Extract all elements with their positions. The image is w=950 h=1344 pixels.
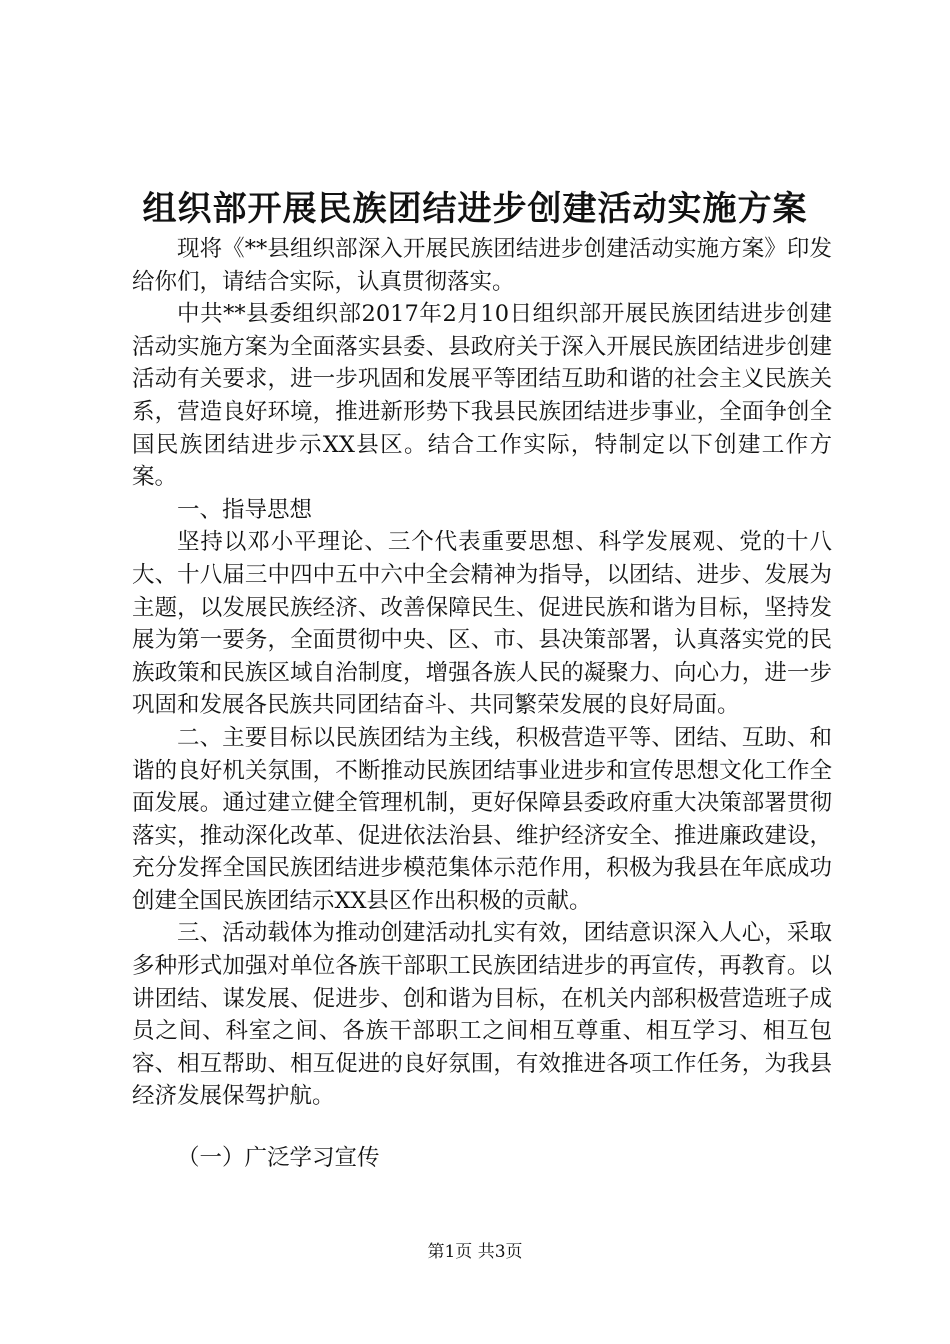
paragraph-intro: 中共**县委组织部2017年2月10日组织部开展民族团结进步创建活动实施方案为全面落实县委、县政府关于深入开展民族团结进步创建活动有关要求，进一步巩固和发展平等团结互助和谐的社会主义民族关系，营造良好环境，推进新形势下我县民族团结进步事业，全面争创全国民族团结进步示XX县区。结合工作实际，特制定以下创建工作方案。: [132, 301, 832, 491]
paragraph-activity-carrier: 三、活动载体为推动创建活动扎实有效，团结意识深入人心，采取多种形式加强对单位各族干部职工民族团结进步的再宣传，再教育。以讲团结、谋发展、促进步、创和谐为目标，在机关内部积极营造班子成员之间、科室之间、各族干部职工之间相互尊重、相互学习、相互包容、相互帮助、相互促进的良好氛围，有效推进各项工作任务，为我县经济发展保驾护航。: [132, 920, 832, 1110]
page-footer: 第1页 共3页: [427, 1242, 523, 1262]
heading-guiding-ideology: 一、指导思想: [177, 496, 313, 523]
document-title: 组织部开展民族团结进步创建活动实施方案: [142, 189, 808, 229]
heading-study-publicity: （一）广泛学习宣传: [177, 1145, 380, 1172]
paragraph-notice: 现将《**县组织部深入开展民族团结进步创建活动实施方案》印发给你们，请结合实际，认真贯彻落实。: [132, 236, 832, 295]
paragraph-main-goals: 二、主要目标以民族团结为主线，积极营造平等、团结、互助、和谐的良好机关氛围，不断推动民族团结事业进步和宣传思想文化工作全面发展。通过建立健全管理机制，更好保障县委政府重大决策部署贯彻落实，推动深化改革、促进依法治县、维护经济安全、推进廉政建设，充分发挥全国民族团结进步模范集体示范作用，积极为我县在年底成功创建全国民族团结示XX县区作出积极的贡献。: [132, 724, 832, 914]
paragraph-guiding-ideology: 坚持以邓小平理论、三个代表重要思想、科学发展观、党的十八大、十八届三中四中五中六中全会精神为指导，以团结、进步、发展为主题，以发展民族经济、改善保障民生、促进民族和谐为目标，坚持发展为第一要务，全面贯彻中央、区、市、县决策部署，认真落实党的民族政策和民族区域自治制度，增强各族人民的凝聚力、向心力，进一步巩固和发展各民族共同团结奋斗、共同繁荣发展的良好局面。: [132, 529, 832, 719]
document-body: [132, 233, 832, 1175]
